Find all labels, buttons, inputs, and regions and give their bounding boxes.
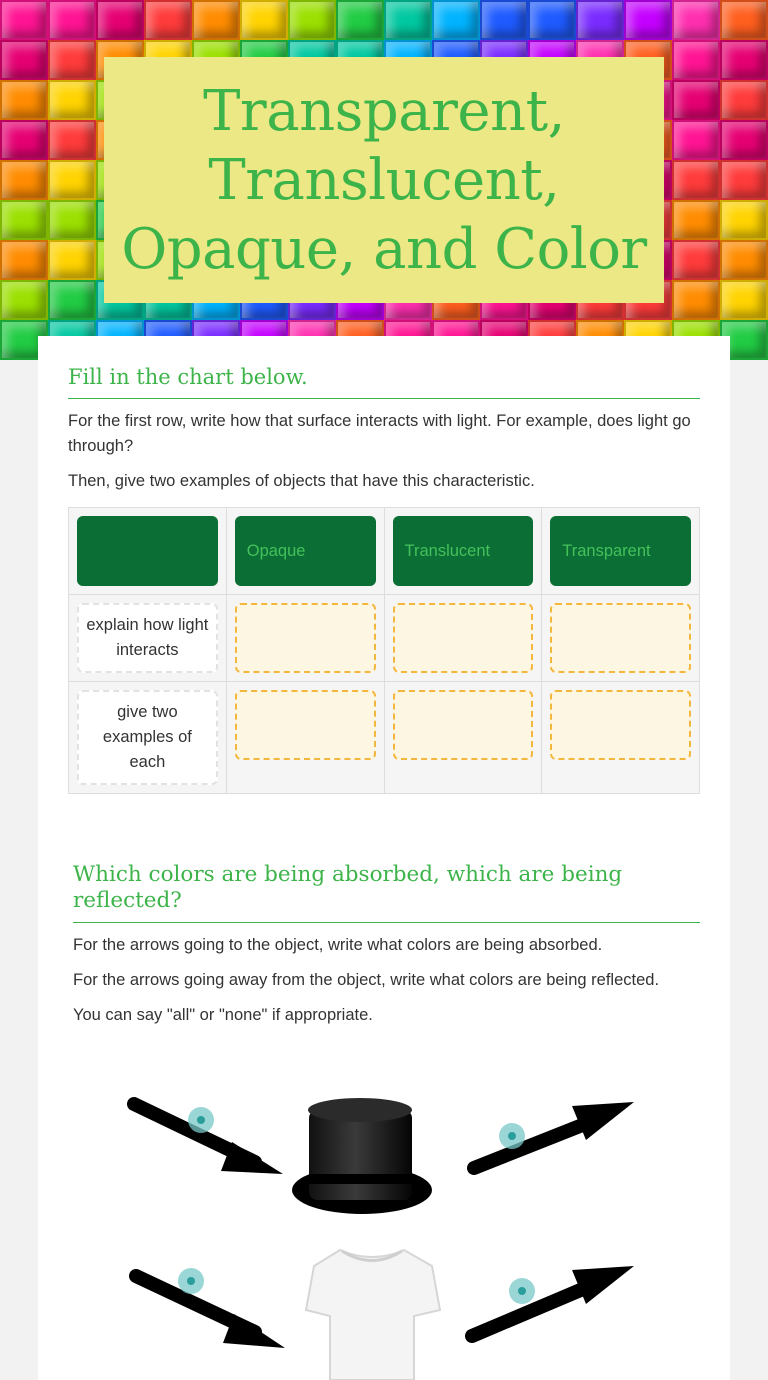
- color-cube: [672, 200, 720, 240]
- color-cube: [720, 280, 768, 320]
- instruction-text: For the arrows going to the object, write what colors are being absorbed.: [73, 936, 603, 954]
- hotspot-reflected-2[interactable]: [509, 1278, 535, 1304]
- color-cube: [144, 0, 192, 40]
- color-cube: [672, 240, 720, 280]
- answer-box-opaque-light[interactable]: [235, 603, 376, 673]
- title-box: [104, 57, 664, 303]
- chart-header-row: [69, 508, 700, 595]
- instruction-text: You can say "all" or "none" if appropriate.: [73, 1006, 373, 1024]
- section-heading: Fill in the chart below.: [68, 364, 700, 399]
- color-cube: [672, 120, 720, 160]
- color-cube: [720, 80, 768, 120]
- color-cube: [0, 200, 48, 240]
- row-label: explain how light interacts: [77, 603, 218, 673]
- section-heading: Which colors are being absorbed, which are being reflected?: [73, 862, 700, 923]
- color-cube: [480, 0, 528, 40]
- color-cube: [192, 0, 240, 40]
- color-cube: [672, 0, 720, 40]
- color-cube: [48, 80, 96, 120]
- color-cube: [720, 200, 768, 240]
- outgoing-arrow-1: [474, 1102, 634, 1168]
- answer-box-transparent-examples[interactable]: [550, 690, 691, 760]
- color-cube: [432, 0, 480, 40]
- color-cube: [720, 40, 768, 80]
- color-cube: [288, 0, 336, 40]
- answer-box-translucent-light[interactable]: [393, 603, 534, 673]
- color-cube: [672, 160, 720, 200]
- color-cube: [0, 240, 48, 280]
- color-diagram: [0, 1070, 768, 1380]
- color-cube: [384, 0, 432, 40]
- color-cube: [0, 40, 48, 80]
- color-cube: [528, 0, 576, 40]
- color-cube: [720, 120, 768, 160]
- color-cube: [48, 120, 96, 160]
- color-cube: [0, 80, 48, 120]
- instruction-text: Then, give two examples of objects that have this characteristic.: [68, 472, 535, 490]
- color-cube: [48, 0, 96, 40]
- chart-row: [69, 595, 700, 682]
- instruction-text: For the first row, write how that surface interacts with light. For example, does light go through?: [68, 412, 691, 455]
- instruction-text: For the arrows going away from the object, write what colors are being reflected.: [73, 971, 660, 989]
- top-hat-image: [292, 1098, 432, 1214]
- header-cell-blank: [77, 516, 218, 586]
- color-cube: [672, 80, 720, 120]
- row-label: give two examples of each: [77, 690, 218, 785]
- color-cube: [624, 0, 672, 40]
- color-cube: [240, 0, 288, 40]
- color-cube: [96, 0, 144, 40]
- incoming-arrow-2: [136, 1276, 285, 1348]
- color-cube: [336, 0, 384, 40]
- color-cube: [48, 280, 96, 320]
- color-cube: [0, 280, 48, 320]
- diagram-svg: [0, 1070, 768, 1380]
- color-cube: [48, 160, 96, 200]
- hotspot-reflected-1[interactable]: [499, 1123, 525, 1149]
- color-cube: [720, 0, 768, 40]
- color-cube: [720, 160, 768, 200]
- chart-row: [69, 682, 700, 794]
- hotspot-absorbed-1[interactable]: [188, 1107, 214, 1133]
- header-cell-translucent: Translucent: [393, 516, 534, 586]
- section-colors: [73, 862, 700, 1038]
- hotspot-absorbed-2[interactable]: [178, 1268, 204, 1294]
- color-cube: [672, 280, 720, 320]
- outgoing-arrow-2: [472, 1266, 634, 1336]
- color-cube: [48, 200, 96, 240]
- page-title: Transparent, Translucent, Opaque, and Color: [121, 78, 647, 282]
- fill-in-chart: [68, 507, 700, 794]
- header-cell-transparent: Transparent: [550, 516, 691, 586]
- color-cube: [672, 40, 720, 80]
- color-cube: [720, 240, 768, 280]
- answer-box-transparent-light[interactable]: [550, 603, 691, 673]
- color-cube: [0, 120, 48, 160]
- header-cell-opaque: Opaque: [235, 516, 376, 586]
- color-cube: [576, 0, 624, 40]
- answer-box-opaque-examples[interactable]: [235, 690, 376, 760]
- color-cube: [0, 0, 48, 40]
- header-banner: [0, 0, 768, 360]
- color-cube: [48, 240, 96, 280]
- answer-box-translucent-examples[interactable]: [393, 690, 534, 760]
- section-chart: [68, 364, 700, 504]
- white-t-shirt-image: [306, 1250, 440, 1380]
- color-cube: [0, 160, 48, 200]
- color-cube: [48, 40, 96, 80]
